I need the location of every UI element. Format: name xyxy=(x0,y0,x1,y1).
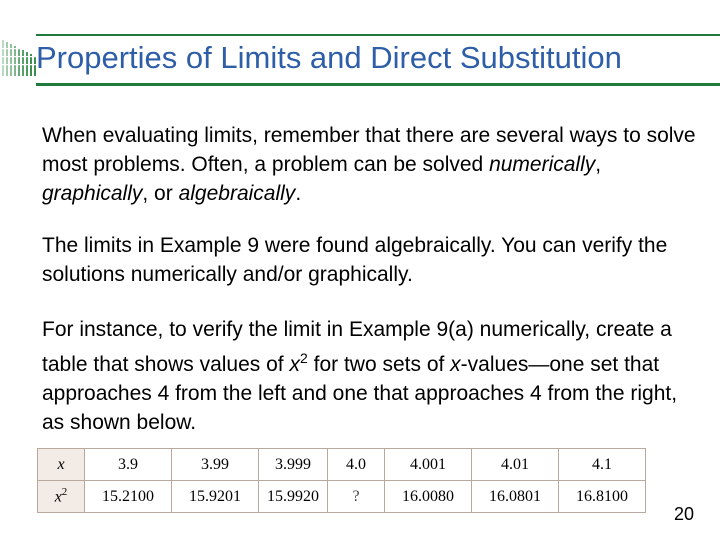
p3-sup-2: 2 xyxy=(299,350,308,366)
slide-title: Properties of Limits and Direct Substitution xyxy=(36,40,622,75)
p3-var-x: x xyxy=(289,353,300,376)
p1-text-2: , xyxy=(595,153,602,176)
values-table xyxy=(37,448,646,513)
paragraph-instance xyxy=(42,315,702,437)
p3-text-1: For instance, to verify the limit in Example 9(a) numerically, create a table that shows values of xyxy=(42,318,672,376)
p1-text-3: , or xyxy=(142,182,179,205)
table-cell: 15.9201 xyxy=(172,481,259,513)
table-cell: 3.99 xyxy=(172,449,259,481)
p1-emph-algebraically: algebraically xyxy=(178,182,296,205)
table-cell: 15.9920 xyxy=(259,481,328,513)
row-label-x2-sup: 2 xyxy=(61,486,68,499)
title-bottom-rule xyxy=(36,83,720,86)
table-cell: 4.0 xyxy=(328,449,385,481)
table-cell: 16.8100 xyxy=(559,481,646,513)
p3-var-x-values: x xyxy=(450,353,461,376)
table-cell: 3.9 xyxy=(85,449,172,481)
row-label-x-squared xyxy=(38,481,85,513)
p3-text-3: -values—one set that approaches 4 from the left and one that approaches 4 from the right, as shown below. xyxy=(42,353,678,434)
title-top-rule xyxy=(36,34,720,36)
table-row-x-squared xyxy=(38,481,646,513)
table-cell-unknown: ? xyxy=(328,481,385,513)
p1-text-1: When evaluating limits, remember that there are several ways to solve most problems. Often, a problem can be solved xyxy=(42,124,696,176)
page-number: 20 xyxy=(673,504,694,524)
table-cell: 15.2100 xyxy=(85,481,172,513)
table-cell: 4.001 xyxy=(385,449,472,481)
row-label-x: x xyxy=(38,449,85,481)
p1-emph-numerically: numerically xyxy=(489,153,596,176)
p3-text-2: for two sets of xyxy=(307,353,451,376)
table-cell: 3.999 xyxy=(259,449,328,481)
table-row-x xyxy=(38,449,646,481)
table-cell: 4.01 xyxy=(472,449,559,481)
table-cell: 16.0080 xyxy=(385,481,472,513)
table-cell: 4.1 xyxy=(559,449,646,481)
logo-icon xyxy=(0,36,40,80)
p1-text-4: . xyxy=(295,182,302,205)
paragraph-example-9: The limits in Example 9 were found algebraically. You can verify the solutions numerically and/or graphically. xyxy=(42,234,668,286)
row-label-x2-base: x xyxy=(54,488,62,506)
paragraph-evaluating-limits xyxy=(42,121,702,208)
p1-emph-graphically: graphically xyxy=(42,182,143,205)
table-cell: 16.0801 xyxy=(472,481,559,513)
